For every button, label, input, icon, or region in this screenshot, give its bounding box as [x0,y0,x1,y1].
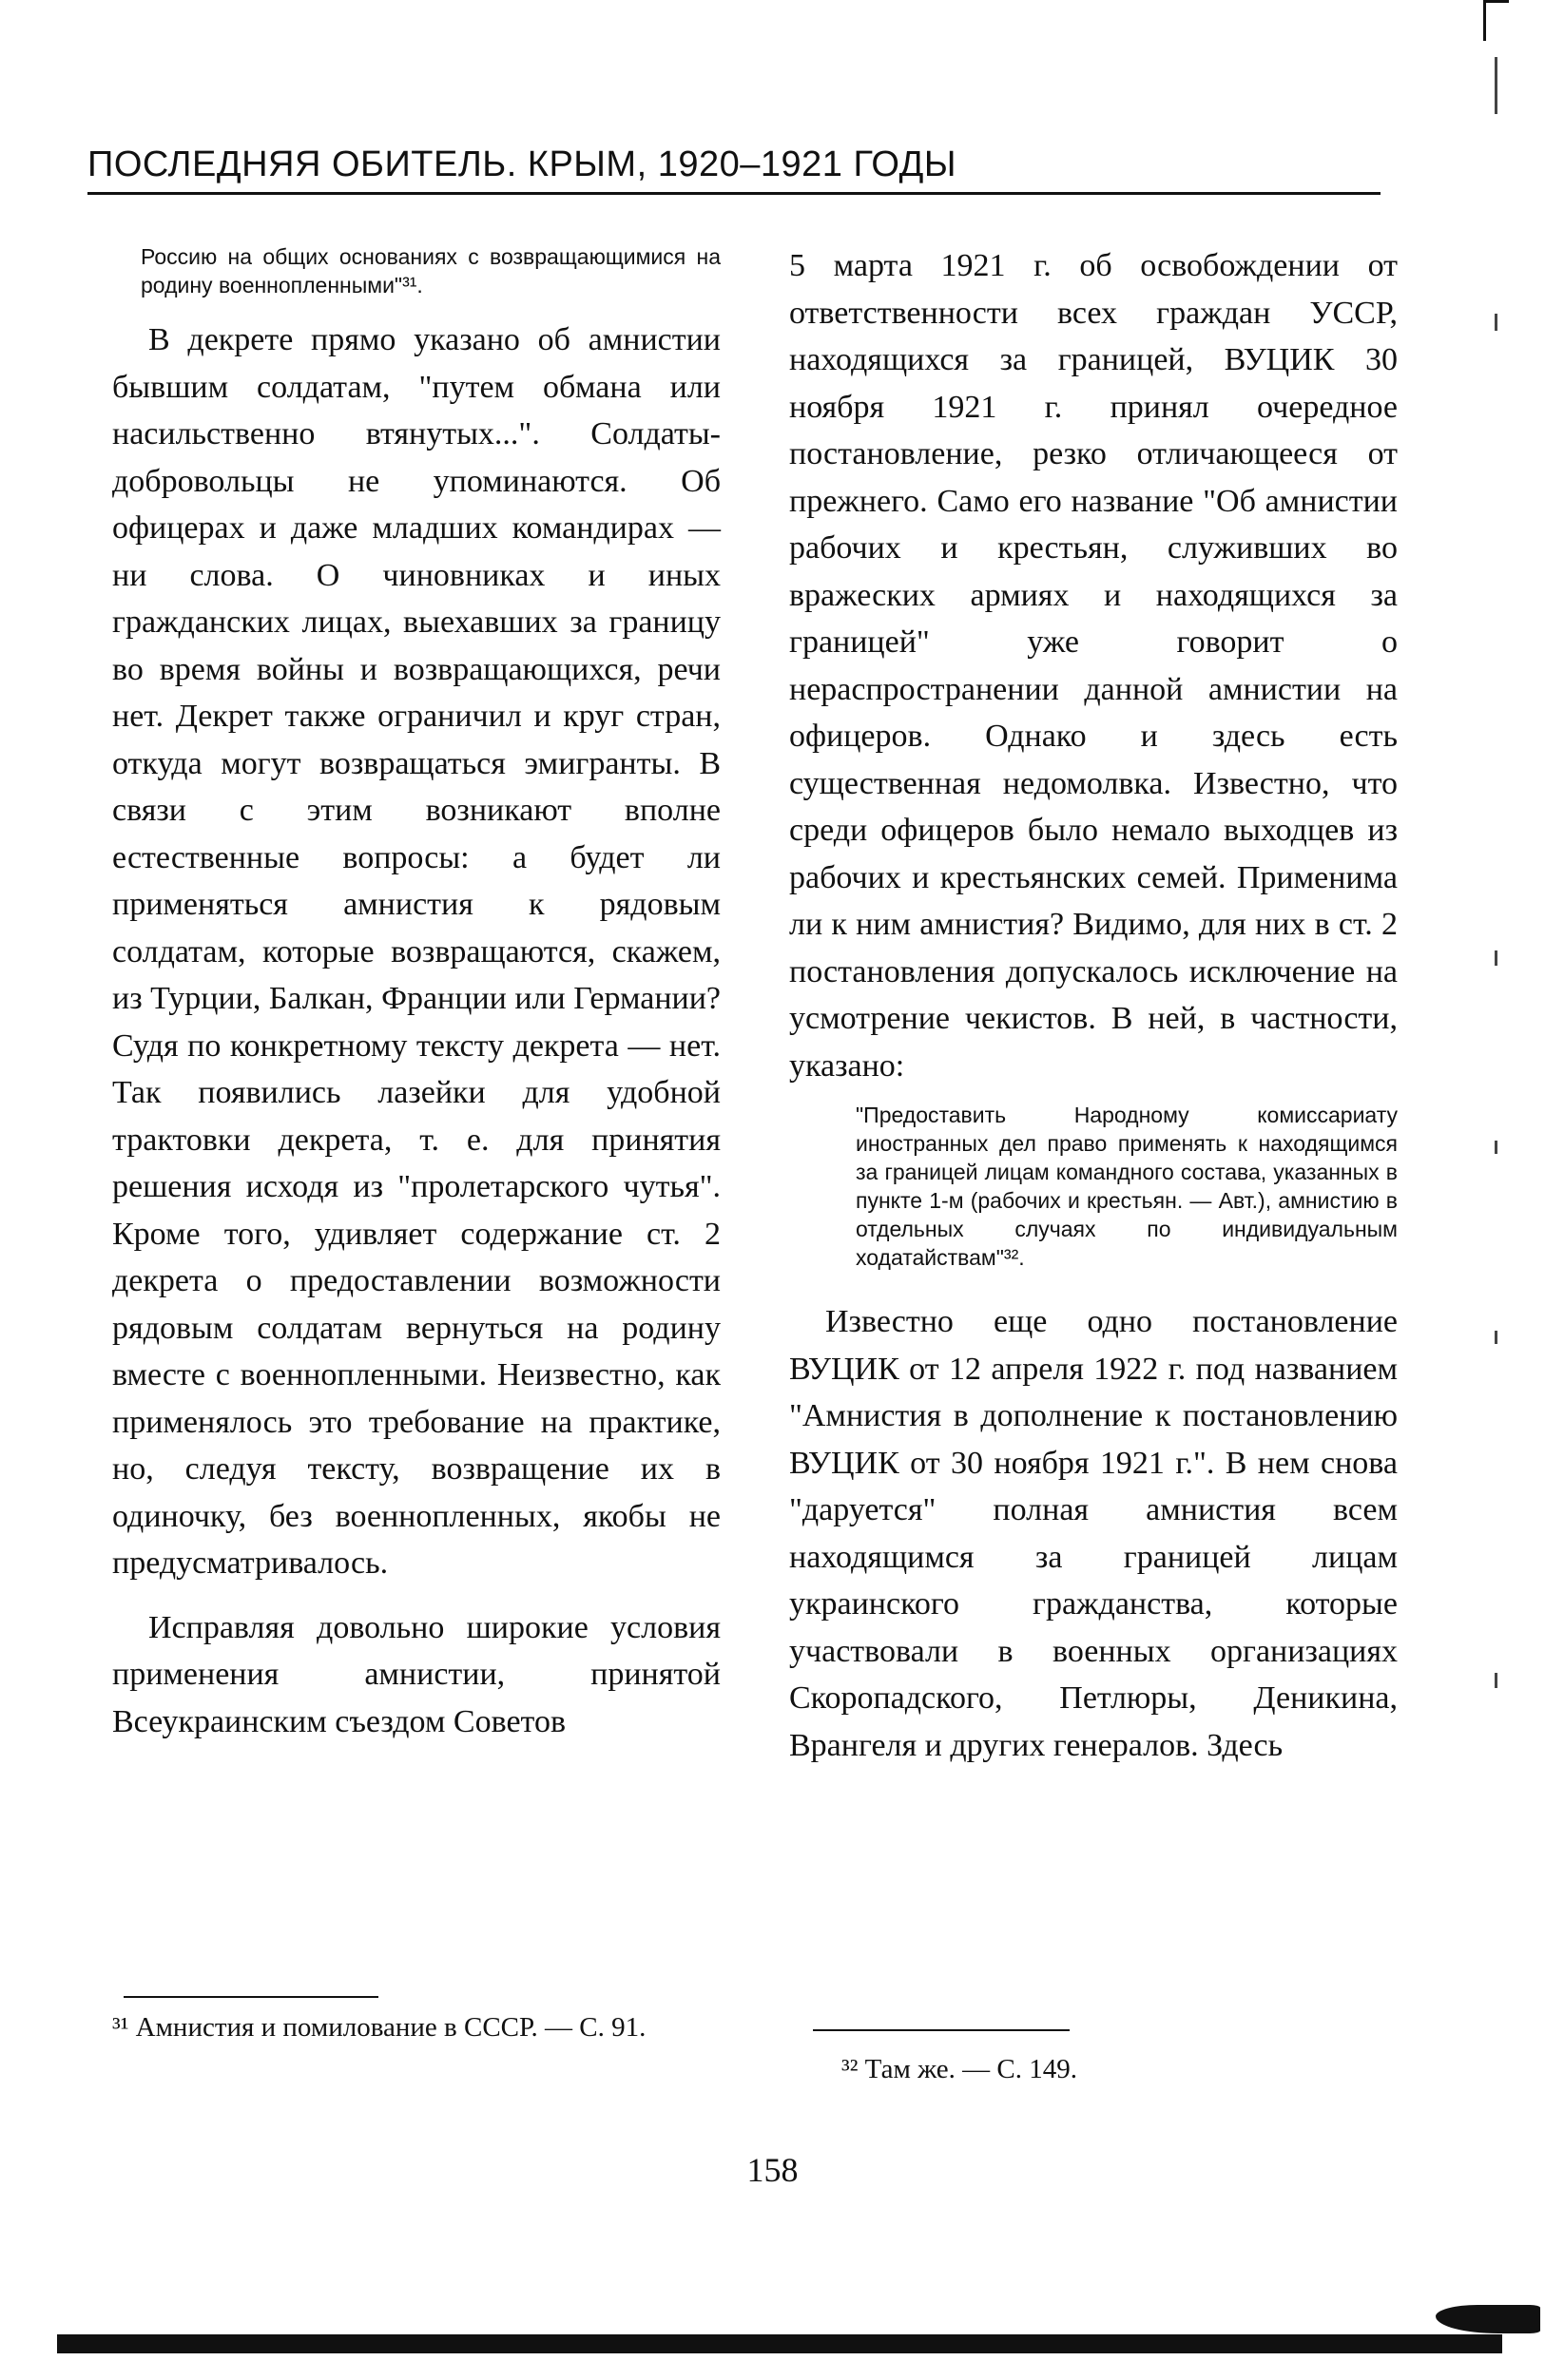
quote-continuation: Россию на общих основаниях с возвращающимися на родину военнопленными"³¹. [141,244,721,298]
scan-edge-smudge [1436,2305,1540,2333]
margin-speck [1495,314,1497,331]
margin-speck [1495,1331,1497,1344]
running-header [87,143,1381,195]
block-quote: "Предоставить Народному комиссариату иностранных дел право применять к находящимся за границей лицам командного состава, указанных в пункте 1-м (рабочих и крестьян. — Авт.), амнистию в отдельных случаях по индивидуальным ходатайствам"³². [856,1103,1398,1270]
footnote-31: ³¹ Амнистия и помилование в СССР. — С. 91. [112,2012,647,2043]
footnote-32: ³² Там же. — С. 149. [841,2054,1077,2084]
right-column [789,242,1398,1769]
scan-edge-bar [57,2334,1502,2353]
crop-mark [1483,0,1509,41]
margin-speck [1495,950,1497,966]
paragraph: Исправляя довольно широкие условия применения амнистии, принятой Всеукраинским съездом Советов [112,1609,721,1739]
page-number: 158 [746,2151,799,2189]
paragraph: В декрете прямо указано об амнистии бывшим солдатам, "путем обмана или насильственно втянутых...". Солдаты-добровольцы не упоминаются. Об офицерах и даже младших командирах — ни слова. О чиновниках и иных гражданских лицах, выехавших за границу во время войны и возвращающихся, речи нет. Декрет также ограничил и круг стран, откуда могут возвращаться эмигранты. В связи с этим возникают вполне естественные вопросы: а будет ли применяться амнистия к рядовым солдатам, которые возвращаются, скажем, из Турции, Балкан, Франции или Германии? Судя по конкретному тексту декрета — нет. Так появились лазейки для удобной трактовки декрета, т. е. для принятия решения исходя из "пролетарского чутья". Кроме того, удивляет содержание ст. 2 декрета о предоставлении возможности рядовым солдатам вернуться на родину вместе с военнопленными. Неизвестно, как применялось это требование на практике, но, следуя тексту, возвращение их в одиночку, без военнопленных, якобы не предусматривалось. [112,322,721,1581]
footnote-separator [124,1996,378,1998]
margin-speck [1495,1141,1497,1154]
footnote-separator [813,2029,1070,2031]
margin-speck [1495,1673,1497,1688]
paragraph: 5 марта 1921 г. об освобождении от ответственности всех граждан УССР, находящихся за границей, ВУЦИК 30 ноября 1921 г. принял очередное постановление, резко отличающееся от прежнего. Само его название "Об амнистии рабочих и крестьян, служивших во вражеских армиях и находящихся за границей" уже говорит о нераспространении данной амнистии на офицеров. Однако и здесь есть существенная недомолвка. Известно, что среди офицеров было немало выходцев из рабочих и крестьянских семей. Применима ли к ним амнистия? Видимо, для них в ст. 2 постановления допускалось исключение на усмотрение чекистов. В ней, в частности, указано: [789,248,1398,1084]
margin-speck [1495,57,1497,114]
running-header-title: ПОСЛЕДНЯЯ ОБИТЕЛЬ. КРЫМ, 1920–1921 ГОДЫ [87,144,957,184]
left-column [112,242,721,1745]
paragraph: Известно еще одно постановление ВУЦИК от 12 апреля 1922 г. под названием "Амнистия в дополнение к постановлению ВУЦИК от 30 ноября 1921 г.". В нем снова "даруется" полная амнистия всем находящимся за границей лицам украинского гражданства, которые участвовали в военных организациях Скоропадского, Петлюры, Деникина, Врангеля и других генералов. Здесь [789,1304,1398,1763]
